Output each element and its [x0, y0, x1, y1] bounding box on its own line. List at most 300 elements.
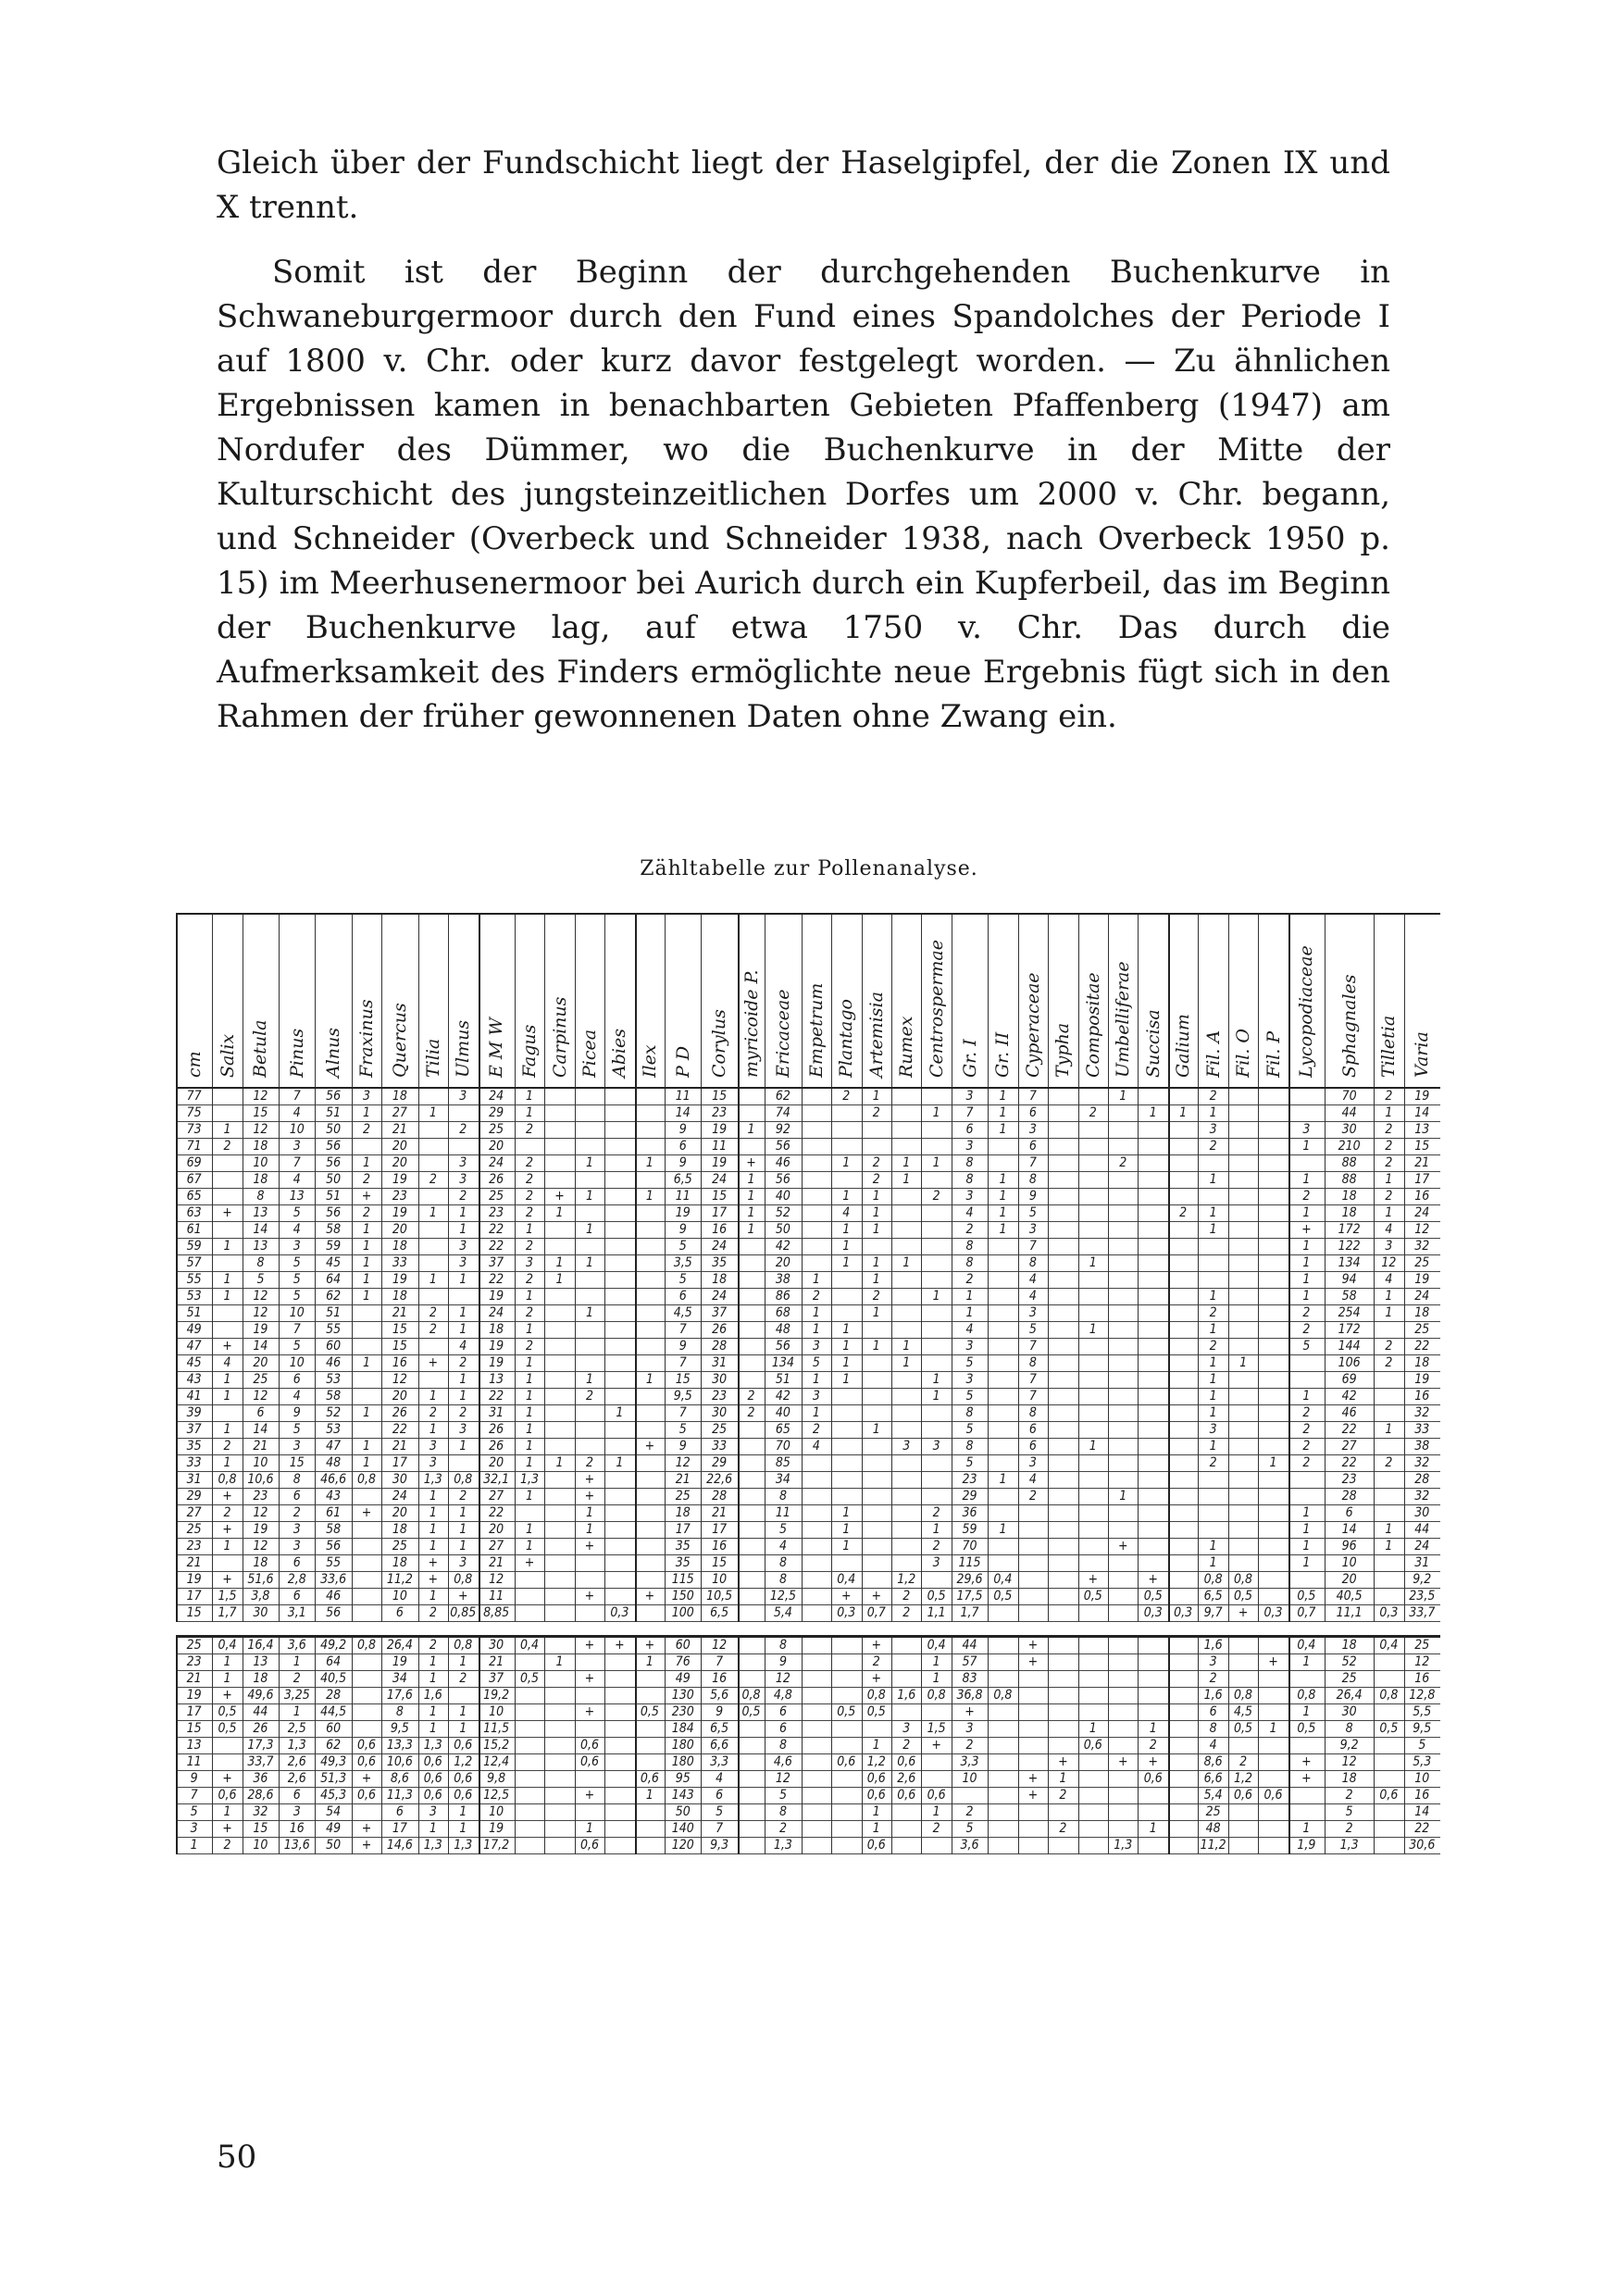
count-cell: 7 — [292, 1089, 301, 1104]
column-rule — [279, 1638, 280, 1854]
count-cell: 62 — [326, 1289, 342, 1304]
count-cell: 1 — [812, 1372, 820, 1387]
count-cell: 42 — [1341, 1389, 1357, 1404]
table-row — [176, 1788, 1440, 1804]
count-cell: 2 — [1302, 1439, 1311, 1454]
count-cell — [1168, 1671, 1198, 1687]
column-rule — [921, 1638, 922, 1854]
count-cell — [738, 1139, 765, 1154]
depth-cell: 19 — [186, 1688, 202, 1703]
count-cell — [544, 1122, 574, 1138]
count-cell — [921, 1489, 951, 1504]
count-cell — [1258, 1671, 1288, 1687]
count-cell — [635, 1472, 665, 1488]
count-cell: 1 — [999, 1105, 1007, 1120]
count-cell — [891, 1305, 921, 1321]
count-cell: + — [584, 1539, 595, 1554]
count-cell — [1078, 1788, 1108, 1803]
count-cell: 49 — [326, 1821, 342, 1836]
count-cell — [544, 1139, 574, 1154]
count-cell — [635, 1605, 665, 1621]
count-cell: 56 — [326, 1139, 342, 1154]
count-cell — [738, 1255, 765, 1271]
count-cell: 70 — [775, 1439, 790, 1454]
count-cell — [515, 1572, 544, 1588]
column-header — [1228, 915, 1258, 1087]
count-cell — [921, 1405, 951, 1421]
count-cell — [738, 1289, 765, 1304]
count-cell: 2,6 — [287, 1771, 306, 1786]
count-cell: 14,6 — [386, 1838, 413, 1853]
table-row — [176, 1654, 1440, 1671]
count-cell: 51 — [775, 1372, 790, 1387]
count-cell: 122 — [1338, 1239, 1361, 1254]
count-cell: 10 — [489, 1704, 504, 1719]
count-cell: 24 — [489, 1155, 504, 1170]
count-cell — [921, 1122, 951, 1138]
count-cell: + — [1058, 1754, 1068, 1769]
column-header — [544, 915, 574, 1087]
count-cell — [1228, 1405, 1258, 1421]
count-cell — [738, 1505, 765, 1521]
table-row — [176, 1239, 1440, 1255]
count-cell: 1 — [555, 1654, 564, 1669]
count-cell: 49,3 — [320, 1754, 347, 1769]
count-cell: 22 — [489, 1272, 504, 1287]
table-caption: Zähltabelle zur Pollenanalyse. — [640, 857, 978, 880]
count-cell — [635, 1389, 665, 1404]
column-header — [921, 915, 951, 1087]
count-cell — [1048, 1272, 1077, 1288]
count-cell — [1048, 1804, 1077, 1820]
count-cell — [1198, 1239, 1227, 1254]
count-cell: 50 — [675, 1804, 691, 1819]
column-rule — [1048, 915, 1049, 1087]
count-cell: 0,6 — [866, 1771, 886, 1786]
count-cell: 6 — [1209, 1704, 1217, 1719]
count-cell: 2 — [1302, 1422, 1311, 1437]
column-header-label: myricoide P. — [741, 969, 762, 1078]
count-cell: 33,7 — [1409, 1605, 1436, 1620]
count-cell — [604, 1572, 634, 1588]
count-cell — [738, 1455, 765, 1471]
count-cell — [1138, 1455, 1167, 1471]
count-cell: 1 — [872, 1804, 880, 1819]
count-cell: 1 — [223, 1372, 231, 1387]
count-cell: 33,7 — [247, 1754, 274, 1769]
count-cell: 2 — [872, 1172, 880, 1187]
count-cell — [1228, 1439, 1258, 1454]
count-cell: 2 — [902, 1738, 911, 1753]
count-cell: 16 — [1414, 1389, 1430, 1404]
count-cell: 20 — [392, 1222, 407, 1237]
count-cell: 1 — [555, 1255, 564, 1270]
count-cell: 1 — [1385, 1539, 1393, 1554]
count-cell — [988, 1671, 1017, 1687]
count-cell — [352, 1671, 381, 1687]
column-header-label: Salix — [217, 1033, 238, 1078]
count-cell — [1168, 1721, 1198, 1737]
count-cell: + — [222, 1522, 232, 1537]
count-cell: 6 — [1345, 1505, 1353, 1520]
column-header — [1078, 915, 1108, 1087]
count-cell: + — [361, 1189, 372, 1204]
depth-cell: 77 — [186, 1089, 202, 1104]
depth-cell: 11 — [186, 1754, 202, 1769]
count-cell: 25 — [489, 1189, 504, 1204]
count-cell: 51 — [326, 1189, 342, 1204]
count-cell: 1 — [555, 1205, 564, 1220]
count-cell — [831, 1305, 861, 1321]
count-cell — [1108, 1405, 1138, 1421]
count-cell — [575, 1239, 604, 1254]
count-cell — [1168, 1821, 1198, 1837]
count-cell — [515, 1505, 544, 1521]
count-cell — [604, 1821, 634, 1837]
count-cell: 36 — [253, 1771, 268, 1786]
count-cell — [1258, 1222, 1288, 1238]
count-cell: 2 — [459, 1405, 467, 1420]
count-cell: 56 — [775, 1339, 790, 1354]
count-cell — [988, 1738, 1017, 1753]
count-cell: 10 — [1414, 1771, 1430, 1786]
count-cell — [1228, 1422, 1258, 1438]
count-cell: 1 — [1209, 1389, 1217, 1404]
count-cell: 31 — [489, 1405, 504, 1420]
count-cell: 0,6 — [1083, 1738, 1102, 1753]
count-cell: 2 — [1385, 1089, 1393, 1104]
count-cell: 3 — [965, 1139, 974, 1154]
count-cell — [352, 1489, 381, 1504]
count-cell — [1108, 1105, 1138, 1121]
count-cell — [891, 1389, 921, 1404]
count-cell: + — [361, 1838, 372, 1853]
count-cell — [802, 1105, 831, 1121]
count-cell: + — [1117, 1539, 1128, 1554]
count-cell — [1228, 1289, 1258, 1304]
count-cell — [604, 1704, 634, 1720]
count-cell: 19 — [712, 1155, 728, 1170]
count-cell: 24 — [712, 1172, 728, 1187]
count-cell: 2 — [363, 1205, 371, 1220]
count-cell: 16 — [1414, 1189, 1430, 1204]
count-cell: 1 — [363, 1405, 371, 1420]
count-cell — [862, 1122, 891, 1138]
count-cell: 30 — [1341, 1704, 1357, 1719]
count-cell — [1018, 1821, 1048, 1837]
count-cell: 46 — [326, 1589, 342, 1603]
count-cell: 2 — [223, 1139, 231, 1154]
count-cell: 42 — [775, 1239, 790, 1254]
count-cell: 0,5 — [1143, 1589, 1163, 1603]
count-cell: 0,5 — [741, 1704, 761, 1719]
count-cell — [988, 1139, 1017, 1154]
count-cell: 1,6 — [1203, 1638, 1223, 1653]
count-cell: 1 — [363, 1439, 371, 1454]
column-header-label: Empetrum — [805, 982, 827, 1078]
count-cell — [1258, 1422, 1288, 1438]
count-cell: 22 — [489, 1505, 504, 1520]
count-cell — [831, 1272, 861, 1288]
count-cell — [1078, 1289, 1108, 1304]
column-header-label: Artemisia — [865, 992, 887, 1078]
count-cell — [1048, 1439, 1077, 1454]
count-cell: 32 — [1414, 1489, 1430, 1504]
count-cell: 2 — [1302, 1455, 1311, 1470]
count-cell — [891, 1189, 921, 1204]
column-header — [1048, 915, 1077, 1087]
count-cell: 1 — [1269, 1455, 1277, 1470]
count-cell: 14 — [253, 1222, 268, 1237]
count-cell: 11 — [675, 1189, 691, 1204]
count-cell: 4 — [1028, 1289, 1037, 1304]
count-cell: 1 — [1209, 1172, 1217, 1187]
count-cell — [1374, 1472, 1403, 1488]
count-cell — [515, 1704, 544, 1720]
count-cell: 1 — [1209, 1322, 1217, 1337]
column-header-label: Gr. I — [959, 1039, 980, 1078]
count-cell: 40 — [775, 1405, 790, 1420]
depth-cell: 7 — [190, 1788, 198, 1803]
count-cell — [1228, 1339, 1258, 1354]
count-cell — [1048, 1522, 1077, 1538]
count-cell: 5 — [965, 1389, 974, 1404]
count-cell — [831, 1472, 861, 1488]
table-row — [176, 1255, 1440, 1272]
count-cell — [952, 1788, 988, 1803]
count-cell: 2 — [1209, 1671, 1217, 1686]
count-cell: 46,6 — [320, 1472, 347, 1487]
count-cell: 1 — [1209, 1205, 1217, 1220]
column-rule — [352, 915, 353, 1087]
count-cell: 1 — [363, 1355, 371, 1370]
count-cell — [1108, 1305, 1138, 1321]
count-cell: 2 — [585, 1389, 593, 1404]
count-cell: 3 — [932, 1439, 940, 1454]
column-rule — [1108, 1638, 1109, 1854]
column-rule — [1228, 1638, 1229, 1854]
column-rule — [831, 915, 832, 1087]
count-cell: 16 — [712, 1222, 728, 1237]
depth-cell: 19 — [186, 1572, 202, 1587]
count-cell — [802, 1838, 831, 1853]
count-cell: 1 — [1209, 1222, 1217, 1237]
count-cell — [604, 1239, 634, 1254]
column-rule — [418, 915, 419, 1087]
count-cell: 6,6 — [1203, 1771, 1223, 1786]
count-cell: 85 — [775, 1455, 790, 1470]
count-cell — [352, 1372, 381, 1388]
count-cell — [988, 1339, 1017, 1354]
count-cell: 4 — [1028, 1472, 1037, 1487]
count-cell — [738, 1339, 765, 1354]
count-cell: 1 — [932, 1372, 940, 1387]
count-cell: 6 — [395, 1605, 404, 1620]
count-cell: 9,2 — [1413, 1572, 1432, 1587]
count-cell — [891, 1489, 921, 1504]
count-cell: 1 — [747, 1222, 755, 1237]
count-cell: 7 — [678, 1355, 687, 1370]
column-header-label: Ilex — [639, 1044, 660, 1078]
count-cell — [604, 1738, 634, 1753]
count-cell: 8 — [965, 1155, 974, 1170]
column-rule — [575, 915, 576, 1087]
count-cell — [831, 1821, 861, 1837]
count-cell: 14 — [253, 1339, 268, 1354]
count-cell — [1258, 1205, 1288, 1221]
count-cell: 3 — [902, 1721, 911, 1736]
count-cell: 1 — [429, 1522, 437, 1537]
count-cell — [802, 1455, 831, 1471]
count-cell: 20 — [253, 1355, 268, 1370]
count-cell: 2 — [872, 1155, 880, 1170]
count-cell — [635, 1105, 665, 1121]
count-cell: 20 — [489, 1139, 504, 1154]
count-cell — [1078, 1239, 1108, 1254]
count-cell — [1018, 1505, 1048, 1521]
count-cell: 13 — [253, 1239, 268, 1254]
count-cell: 2 — [965, 1272, 974, 1287]
count-cell — [921, 1205, 951, 1221]
count-cell — [1258, 1272, 1288, 1288]
count-cell: 1,3 — [423, 1738, 442, 1753]
count-cell: 0,6 — [579, 1838, 599, 1853]
count-cell: 36 — [962, 1505, 977, 1520]
count-cell — [352, 1389, 381, 1404]
count-cell — [544, 1539, 574, 1554]
column-rule — [1288, 915, 1290, 1087]
column-rule — [862, 1638, 863, 1854]
count-cell — [1048, 1222, 1077, 1238]
count-cell: 3 — [1028, 1455, 1037, 1470]
count-cell — [1258, 1489, 1288, 1504]
count-cell — [1168, 1355, 1198, 1371]
count-cell: 24 — [489, 1305, 504, 1320]
count-cell: + — [428, 1355, 439, 1370]
column-rule — [988, 1089, 989, 1622]
count-cell: 184 — [671, 1721, 694, 1736]
count-cell: 21 — [392, 1439, 407, 1454]
count-cell — [212, 1172, 242, 1188]
count-cell — [1258, 1589, 1288, 1604]
column-rule — [1258, 915, 1259, 1087]
count-cell — [1078, 1405, 1108, 1421]
count-cell — [1258, 1838, 1288, 1853]
column-rule — [1138, 1638, 1139, 1854]
count-cell: 40,5 — [320, 1671, 347, 1686]
count-cell: 0,6 — [1379, 1788, 1399, 1803]
column-rule — [862, 915, 863, 1087]
count-cell: 1 — [1209, 1372, 1217, 1387]
count-cell: 16 — [392, 1355, 407, 1370]
column-header — [479, 915, 515, 1087]
count-cell — [544, 1788, 574, 1803]
count-cell: 15 — [1414, 1139, 1430, 1154]
count-cell — [418, 1372, 448, 1388]
count-cell: 1 — [645, 1654, 653, 1669]
count-cell — [738, 1089, 765, 1104]
count-cell: 65 — [775, 1422, 790, 1437]
count-cell — [1198, 1255, 1227, 1271]
column-header — [352, 915, 381, 1087]
count-cell: 7 — [1028, 1089, 1037, 1104]
depth-cell: 1 — [190, 1838, 198, 1853]
count-cell: 9,5 — [390, 1721, 409, 1736]
count-cell — [1108, 1339, 1138, 1354]
count-cell: 140 — [671, 1821, 694, 1836]
count-cell: 1 — [223, 1422, 231, 1437]
count-cell: 1 — [526, 1222, 534, 1237]
count-cell: 10 — [253, 1838, 268, 1853]
count-cell: 2 — [459, 1189, 467, 1204]
count-cell — [1258, 1289, 1288, 1304]
count-cell — [352, 1555, 381, 1571]
count-cell: 2 — [965, 1738, 974, 1753]
count-cell: 54 — [326, 1804, 342, 1819]
count-cell: 15 — [675, 1372, 691, 1387]
count-cell — [1288, 1472, 1325, 1488]
count-cell — [448, 1139, 478, 1154]
count-cell — [891, 1105, 921, 1121]
count-cell: 1 — [872, 1305, 880, 1320]
table-row — [176, 1155, 1440, 1172]
count-cell: 3 — [965, 1089, 974, 1104]
depth-cell: 31 — [186, 1472, 202, 1487]
count-cell: 5 — [1028, 1322, 1037, 1337]
count-cell: 12 — [253, 1289, 268, 1304]
count-cell: 1 — [459, 1654, 467, 1669]
count-cell: 20 — [392, 1155, 407, 1170]
count-cell: 1 — [585, 1189, 593, 1204]
column-header — [891, 915, 921, 1087]
count-cell — [891, 1122, 921, 1138]
count-cell: 0,5 — [218, 1704, 237, 1719]
count-cell: 1,2 — [1234, 1771, 1253, 1786]
count-cell: 0,8 — [1203, 1572, 1223, 1587]
count-cell: 2 — [1302, 1405, 1311, 1420]
count-cell: + — [1301, 1754, 1312, 1769]
count-cell: 0,8 — [866, 1688, 886, 1703]
count-cell: 0,4 — [218, 1638, 237, 1653]
count-cell: 14 — [675, 1105, 691, 1120]
count-cell: 62 — [326, 1738, 342, 1753]
count-cell — [831, 1654, 861, 1670]
count-cell: 1 — [902, 1339, 911, 1354]
count-cell: 21 — [392, 1305, 407, 1320]
count-cell — [988, 1754, 1017, 1770]
count-cell: 32 — [253, 1804, 268, 1819]
column-header — [515, 915, 544, 1087]
count-cell: 1 — [526, 1405, 534, 1420]
count-cell — [862, 1721, 891, 1737]
column-header — [1258, 915, 1288, 1087]
count-cell: 1 — [1302, 1505, 1311, 1520]
count-cell: 8 — [1028, 1255, 1037, 1270]
column-header — [635, 915, 665, 1087]
count-cell — [1228, 1305, 1258, 1321]
count-cell — [544, 1322, 574, 1338]
count-cell: 4 — [292, 1222, 301, 1237]
count-cell — [635, 1255, 665, 1271]
count-cell: 1 — [429, 1272, 437, 1287]
count-cell — [1108, 1721, 1138, 1737]
count-cell: 19 — [1414, 1272, 1430, 1287]
column-rule — [544, 915, 545, 1087]
count-cell: 1,3 — [773, 1838, 792, 1853]
count-cell: 16 — [1414, 1671, 1430, 1686]
count-cell — [802, 1721, 831, 1737]
count-cell: 1 — [585, 1305, 593, 1320]
